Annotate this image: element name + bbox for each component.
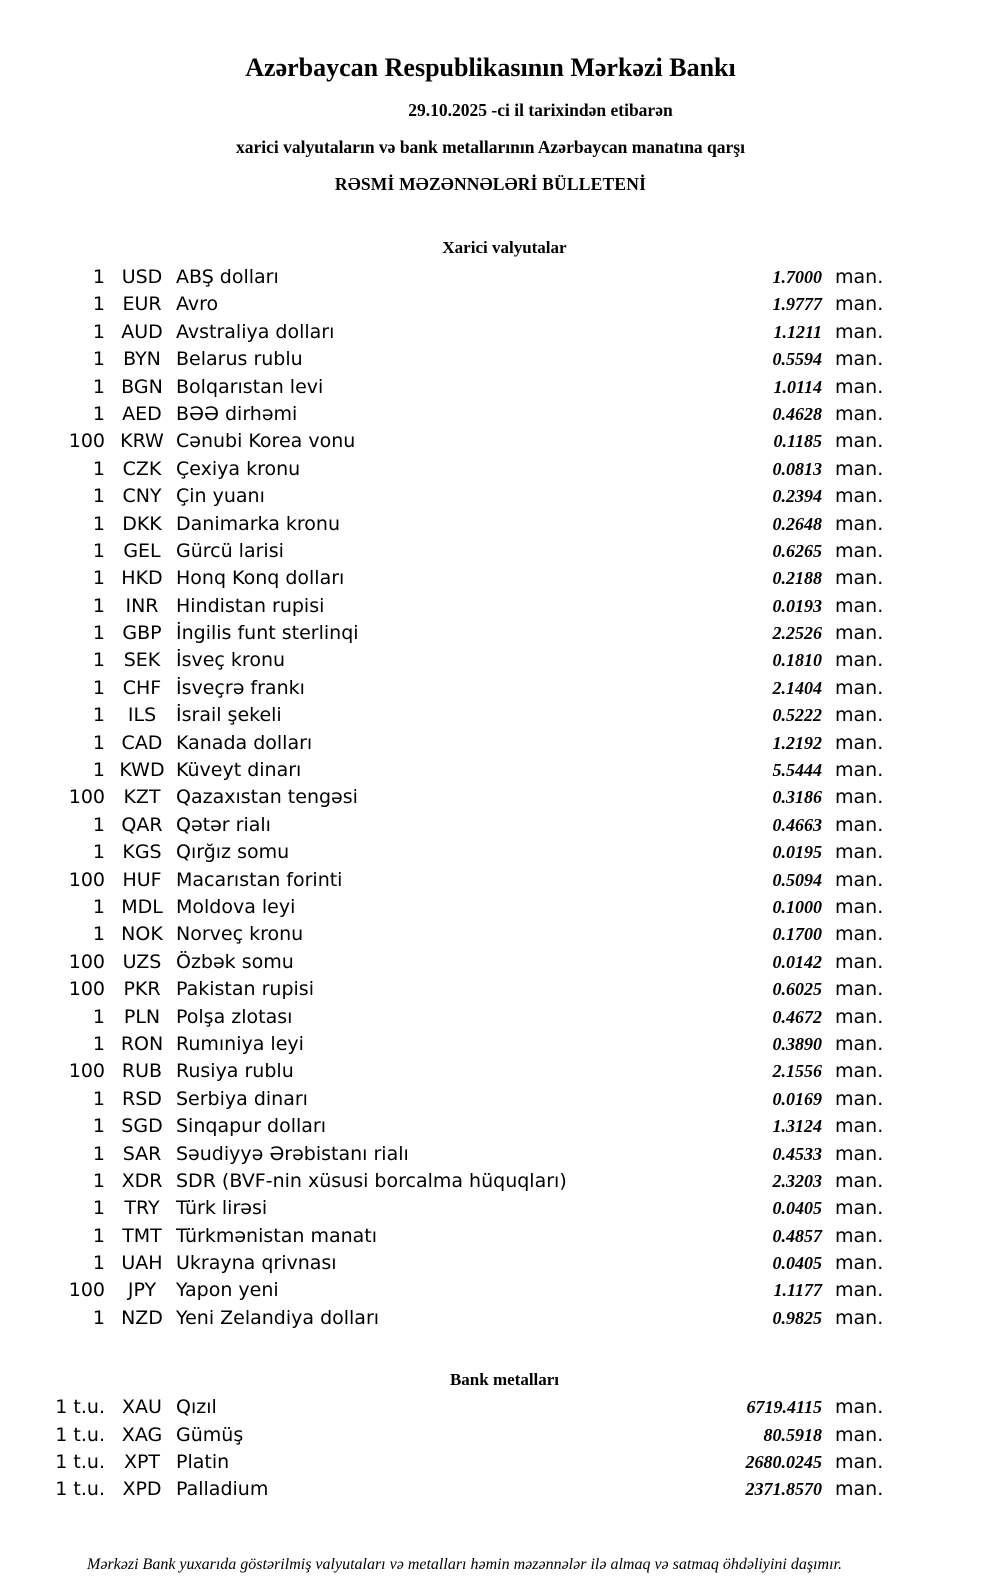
currency-name: Honq Konq dolları: [176, 567, 345, 590]
effective-date: 29.10.2025 -ci il tarixindən etibarən: [408, 100, 673, 120]
currency-name: Polşa zlotası: [176, 1005, 293, 1028]
currency-code: HKD: [121, 567, 163, 590]
table-row: [0, 1223, 885, 1250]
table-row: [0, 949, 885, 976]
currency-code: TRY: [124, 1197, 160, 1220]
currency-code: USD: [121, 266, 163, 288]
currency-name: Gümüş: [176, 1423, 244, 1446]
currency-name: Danimarka kronu: [176, 512, 341, 535]
currency-code: CZK: [122, 457, 162, 480]
table-row: [0, 1195, 885, 1222]
currency-code: BGN: [121, 375, 163, 398]
rate-value: 0.2648: [772, 513, 822, 534]
currency-name: Sinqapur dolları: [176, 1115, 327, 1138]
rate-value: 80.5918: [763, 1424, 822, 1445]
currency-name: Rumıniya leyi: [176, 1032, 304, 1055]
quantity: 1: [92, 895, 105, 918]
rate-value: 2.2526: [772, 623, 822, 644]
currency-table: [0, 264, 885, 1332]
rate-value: 2.1556: [772, 1061, 822, 1082]
table-row: [0, 483, 885, 510]
table-row: [0, 1305, 885, 1332]
quantity: 1: [92, 457, 105, 480]
rate-unit: man.: [835, 676, 884, 699]
quantity: 1: [92, 923, 105, 946]
rate-value: 0.2188: [772, 568, 822, 589]
rate-value: 2371.8570: [745, 1479, 822, 1500]
rate-unit: man.: [835, 978, 884, 1001]
currency-name: Bolqarıstan levi: [176, 375, 324, 398]
quantity: 1: [92, 567, 105, 590]
currency-name: Belarus rublu: [176, 348, 303, 371]
table-row: [0, 1449, 885, 1476]
currency-code: CAD: [121, 731, 163, 754]
rate-unit: man.: [835, 594, 884, 617]
currency-name: Özbək somu: [176, 950, 294, 973]
table-row: [0, 1250, 885, 1277]
rate-value: 0.0813: [772, 458, 822, 479]
currency-code: SEK: [123, 649, 161, 672]
table-row: [0, 839, 885, 866]
quantity: 1: [92, 813, 105, 836]
rate-unit: man.: [835, 895, 884, 918]
rate-value: 0.0142: [772, 951, 822, 972]
quantity: 1: [92, 1032, 105, 1055]
rate-unit: man.: [835, 950, 884, 973]
rate-value: 1.9777: [772, 294, 822, 315]
currency-name: Qətər rialı: [176, 813, 271, 836]
table-row: [0, 1031, 885, 1058]
rate-unit: man.: [835, 649, 884, 672]
rate-unit: man.: [835, 731, 884, 754]
quantity: 1: [92, 1306, 105, 1329]
table-row: [0, 1086, 885, 1113]
currency-code: CHF: [122, 676, 162, 699]
currency-code: MDL: [121, 895, 163, 918]
currency-code: XPT: [123, 1451, 161, 1474]
quantity: 100: [68, 1060, 105, 1083]
currency-name: Platin: [176, 1451, 230, 1474]
currency-name: Avstraliya dolları: [176, 320, 335, 343]
rate-value: 1.2192: [772, 732, 822, 753]
rate-value: 1.3124: [772, 1116, 822, 1137]
currency-code: EUR: [122, 293, 162, 316]
currency-code: KWD: [119, 759, 165, 782]
rate-value: 2.1404: [772, 677, 822, 698]
table-row: [0, 593, 885, 620]
rate-unit: man.: [835, 430, 884, 453]
rate-unit: man.: [835, 923, 884, 946]
currency-name: Qızıl: [176, 1396, 217, 1419]
table-row: [0, 812, 885, 839]
currency-code: RSD: [122, 1087, 162, 1110]
rate-unit: man.: [835, 567, 884, 590]
table-row: [0, 1004, 885, 1031]
currency-name: Yapon yeni: [176, 1279, 279, 1302]
currency-name: Türkmənistan manatı: [176, 1224, 378, 1247]
table-row: [0, 374, 885, 401]
rate-unit: man.: [835, 457, 884, 480]
rate-value: 0.0195: [772, 842, 822, 863]
table-row: [0, 894, 885, 921]
subject-line: xarici valyutaların və bank metallarının Azərbaycan manatına qarşı: [236, 137, 745, 157]
currencies-section-title: Xarici valyutalar: [442, 238, 567, 257]
table-row: [0, 1168, 885, 1195]
rate-value: 0.6265: [772, 540, 822, 561]
bulletin-title: RƏSMİ MƏZƏNNƏLƏRİ BÜLLETENİ: [334, 174, 647, 194]
rate-unit: man.: [835, 512, 884, 535]
rate-value: 0.0405: [772, 1253, 822, 1274]
table-row: [0, 647, 885, 674]
rate-value: 2.3203: [772, 1170, 822, 1191]
rate-unit: man.: [835, 402, 884, 425]
currency-code: GBP: [122, 622, 162, 645]
rate-unit: man.: [835, 1142, 884, 1165]
currency-name: İsveç kronu: [176, 649, 286, 672]
quantity: 100: [68, 868, 105, 891]
rate-unit: man.: [835, 759, 884, 782]
currency-code: XDR: [121, 1169, 163, 1192]
currency-code: AED: [122, 402, 162, 425]
quantity: 1: [92, 402, 105, 425]
rate-value: 0.1700: [772, 924, 822, 945]
quantity: 1: [92, 512, 105, 535]
rate-value: 0.5094: [772, 869, 822, 890]
currency-code: GEL: [123, 539, 161, 562]
quantity: 1: [92, 676, 105, 699]
table-row: [0, 784, 885, 811]
rate-value: 0.3890: [772, 1033, 822, 1054]
table-row: [0, 702, 885, 729]
rate-value: 0.4628: [772, 403, 822, 424]
quantity: 100: [68, 786, 105, 809]
table-row: [0, 867, 885, 894]
table-row: [0, 757, 885, 784]
bank-title: Azərbaycan Respublikasının Mərkəzi Bankı: [245, 53, 736, 82]
rate-unit: man.: [835, 813, 884, 836]
rate-unit: man.: [835, 1032, 884, 1055]
currency-name: Çin yuanı: [176, 485, 265, 508]
currency-code: RON: [120, 1032, 164, 1055]
currency-code: PLN: [123, 1005, 161, 1028]
quantity: 1 t.u.: [55, 1478, 105, 1501]
rate-value: 0.4672: [772, 1006, 822, 1027]
currency-name: İngilis funt sterlinqi: [176, 622, 359, 645]
quantity: 1: [92, 1197, 105, 1220]
rate-unit: man.: [835, 1224, 884, 1247]
currency-code: UZS: [122, 950, 162, 973]
rate-unit: man.: [835, 266, 884, 288]
rate-unit: man.: [835, 1252, 884, 1275]
rate-value: 0.0405: [772, 1198, 822, 1219]
currency-code: KRW: [120, 430, 164, 453]
quantity: 1: [92, 704, 105, 727]
table-row: [0, 620, 885, 647]
currency-name: Serbiya dinarı: [176, 1087, 308, 1110]
currency-code: INR: [125, 594, 159, 617]
rate-unit: man.: [835, 1306, 884, 1329]
quantity: 1: [92, 759, 105, 782]
disclaimer-text: Mərkəzi Bank yuxarıda göstərilmiş valyutaları və metalları həmin məzənnələr ilə almaq və satmaq öhdəliyini daşımır.: [87, 1555, 842, 1573]
rate-unit: man.: [835, 1197, 884, 1220]
rate-unit: man.: [835, 539, 884, 562]
rate-unit: man.: [835, 320, 884, 343]
rate-value: 0.4533: [772, 1143, 822, 1164]
table-row: [0, 1422, 885, 1449]
currency-code: HUF: [122, 868, 162, 891]
table-row: [0, 675, 885, 702]
table-row: [0, 1476, 885, 1503]
quantity: 1: [92, 375, 105, 398]
quantity: 1: [92, 266, 105, 288]
quantity: 1: [92, 320, 105, 343]
currency-code: NZD: [121, 1306, 163, 1329]
metals-section-title: Bank metalları: [449, 1370, 560, 1390]
currency-code: NOK: [121, 923, 163, 946]
quantity: 1: [92, 731, 105, 754]
table-row: [0, 264, 885, 291]
metals-table: [0, 1394, 885, 1504]
rate-unit: man.: [835, 1423, 884, 1446]
currency-name: Cənubi Korea vonu: [176, 430, 356, 453]
rate-unit: man.: [835, 1005, 884, 1028]
currency-name: Türk lirəsi: [176, 1197, 268, 1220]
currency-code: RUB: [121, 1060, 163, 1083]
bulletin-header: [0, 0, 981, 196]
currency-name: Macarıstan forinti: [176, 868, 343, 891]
rate-unit: man.: [835, 841, 884, 864]
quantity: 1: [92, 1252, 105, 1275]
currency-code: XPD: [122, 1478, 162, 1501]
currency-code: SAR: [122, 1142, 162, 1165]
quantity: 100: [68, 430, 105, 453]
currency-name: Kanada dolları: [176, 731, 313, 754]
currency-name: Ukrayna qrivnası: [176, 1252, 337, 1275]
quantity: 100: [68, 978, 105, 1001]
quantity: 1: [92, 485, 105, 508]
currency-name: Palladium: [176, 1478, 269, 1501]
currency-code: KZT: [123, 786, 161, 809]
rate-value: 1.1177: [773, 1280, 822, 1301]
currency-code: XAU: [122, 1396, 162, 1419]
currency-name: Avro: [176, 293, 219, 316]
quantity: 1: [92, 293, 105, 316]
currency-name: Gürcü larisi: [176, 539, 284, 562]
currency-code: CNY: [122, 485, 162, 508]
rate-value: 0.6025: [772, 979, 822, 1000]
quantity: 1: [92, 1087, 105, 1110]
rate-unit: man.: [835, 1396, 884, 1419]
currency-code: PKR: [123, 978, 161, 1001]
quantity: 1: [92, 539, 105, 562]
quantity: 100: [68, 1279, 105, 1302]
currency-code: BYN: [123, 348, 161, 371]
table-row: [0, 428, 885, 455]
rate-unit: man.: [835, 1451, 884, 1474]
rate-value: 0.2394: [772, 486, 822, 507]
rate-value: 0.3186: [772, 787, 822, 808]
currency-name: BƏƏ dirhəmi: [176, 402, 298, 425]
rate-value: 0.1000: [772, 896, 822, 917]
quantity: 1: [92, 348, 105, 371]
rate-unit: man.: [835, 1115, 884, 1138]
rate-unit: man.: [835, 293, 884, 316]
rate-value: 1.1211: [773, 321, 822, 342]
currency-code: ILS: [127, 704, 157, 727]
quantity: 1: [92, 1169, 105, 1192]
table-row: [0, 511, 885, 538]
currency-name: Qazaxıstan tengəsi: [176, 786, 358, 809]
rate-value: 0.0169: [772, 1088, 822, 1109]
currency-name: Qırğız somu: [176, 841, 290, 864]
rate-unit: man.: [835, 348, 884, 371]
quantity: 1 t.u.: [55, 1396, 105, 1419]
rate-unit: man.: [835, 1087, 884, 1110]
rate-value: 6719.4115: [746, 1397, 822, 1418]
quantity: 1: [92, 1142, 105, 1165]
currency-name: Hindistan rupisi: [176, 594, 325, 617]
currency-name: Səudiyyə Ərəbistanı rialı: [176, 1142, 409, 1165]
quantity: 1: [92, 1224, 105, 1247]
quantity: 1: [92, 622, 105, 645]
rate-value: 2680.0245: [745, 1452, 822, 1473]
table-row: [0, 565, 885, 592]
currency-code: JPY: [127, 1279, 157, 1302]
quantity: 1 t.u.: [55, 1423, 105, 1446]
rate-unit: man.: [835, 868, 884, 891]
table-row: [0, 401, 885, 428]
quantity: 1: [92, 1115, 105, 1138]
table-row: [0, 730, 885, 757]
table-row: [0, 346, 885, 373]
table-row: [0, 291, 885, 318]
table-row: [0, 319, 885, 346]
currency-code: XAG: [121, 1423, 163, 1446]
currency-code: KGS: [122, 841, 162, 864]
table-row: [0, 1058, 885, 1085]
rate-value: 0.1185: [773, 431, 822, 452]
currency-name: SDR (BVF-nin xüsusi borcalma hüquqları): [176, 1169, 567, 1192]
currency-name: Norveç kronu: [176, 923, 304, 946]
currency-code: AUD: [121, 320, 163, 343]
currency-name: Rusiya rublu: [176, 1060, 294, 1083]
rate-unit: man.: [835, 1478, 884, 1501]
rate-value: 0.4857: [772, 1225, 822, 1246]
currency-code: UAH: [121, 1252, 163, 1275]
table-row: [0, 538, 885, 565]
currency-name: İsrail şekeli: [176, 704, 282, 727]
quantity: 1: [92, 841, 105, 864]
rate-value: 0.9825: [772, 1307, 822, 1328]
rate-unit: man.: [835, 786, 884, 809]
table-row: [0, 921, 885, 948]
rate-unit: man.: [835, 375, 884, 398]
currency-name: Moldova leyi: [176, 895, 296, 918]
currency-name: Pakistan rupisi: [176, 978, 314, 1001]
currency-name: Çexiya kronu: [176, 457, 301, 480]
table-row: [0, 1141, 885, 1168]
table-row: [0, 1394, 885, 1421]
rate-unit: man.: [835, 1060, 884, 1083]
table-row: [0, 456, 885, 483]
quantity: 1: [92, 594, 105, 617]
currency-code: SGD: [121, 1115, 163, 1138]
rate-value: 0.5594: [772, 349, 822, 370]
rate-unit: man.: [835, 1279, 884, 1302]
currency-code: DKK: [122, 512, 162, 535]
currency-code: QAR: [121, 813, 163, 836]
rate-value: 0.4663: [772, 814, 822, 835]
rate-unit: man.: [835, 485, 884, 508]
table-row: [0, 1113, 885, 1140]
rate-value: 0.0193: [772, 595, 822, 616]
table-row: [0, 976, 885, 1003]
rate-value: 0.1810: [772, 650, 822, 671]
quantity: 1: [92, 649, 105, 672]
rate-unit: man.: [835, 1169, 884, 1192]
quantity: 100: [68, 950, 105, 973]
table-row: [0, 1277, 885, 1304]
rate-value: 1.0114: [773, 376, 822, 397]
rate-value: 0.5222: [772, 705, 822, 726]
rate-unit: man.: [835, 622, 884, 645]
quantity: 1: [92, 1005, 105, 1028]
currency-name: ABŞ dolları: [176, 266, 279, 288]
currency-code: TMT: [122, 1224, 162, 1247]
currency-name: Küveyt dinarı: [176, 759, 302, 782]
quantity: 1 t.u.: [55, 1451, 105, 1474]
rate-value: 5.5444: [772, 760, 822, 781]
rate-unit: man.: [835, 704, 884, 727]
currency-name: İsveçrə frankı: [176, 676, 305, 699]
currency-name: Yeni Zelandiya dolları: [176, 1306, 380, 1329]
rate-value: 1.7000: [772, 267, 822, 287]
